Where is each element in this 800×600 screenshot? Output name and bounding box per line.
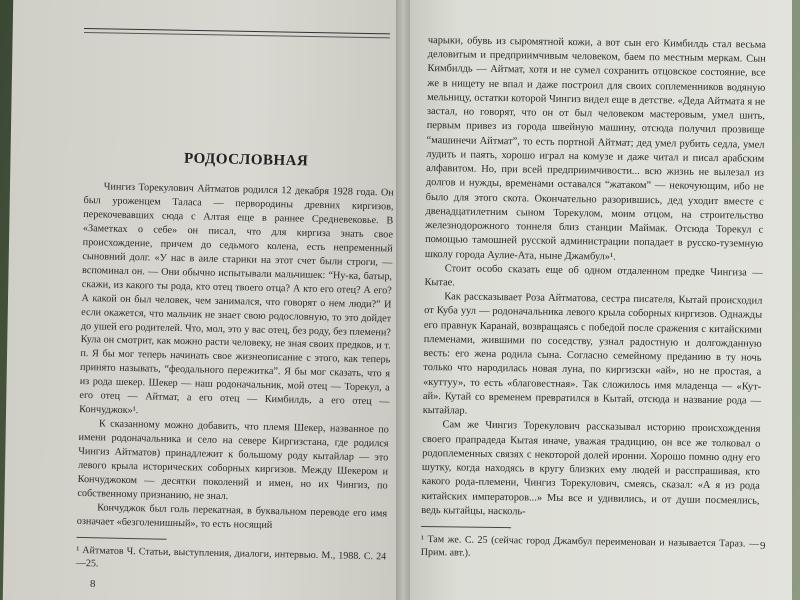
footnote-rule [421, 526, 511, 528]
right-page-text [421, 34, 766, 564]
left-page-text [76, 180, 394, 576]
right-paragraph-4: Сам же Чингиз Торекулович рассказывал историю происхождения своего прапрадеда Кытая иначе, уважая традицию, он все же толковал о родоплеменных связях с некоторой долей иронии. Хорошо помню одну его шутку, когда находясь в кругу близких ему людей и расспрашивая, кто какого рода-племени, Чингиз Торекулович, смеясь, сказал: «А я из рода китайских императоров...» Мы все и удивились, и от души посмеялись, ведь кытайцы, насколь- [421, 419, 761, 518]
right-paragraph-2: Стоит особо сказать еще об одном отдаленном предке Чингиза — Кытае. [424, 263, 763, 289]
page-number-left: 8 [90, 578, 96, 590]
right-paragraph-3: Как рассказывает Роза Айтматова, сестра писателя, Кытай происходил от Куба уул — родоначальника левого крыла соборных киргизов. Однажды его правнук Каранай, возвращаясь с победой после сражения с китайскими племенами, жившими по соседству, узнал радостную и долгожданную весть: его жена родила сына. Согласно семейному преданию в ту ночь только что народилась новая луна, по киргизски «ай», но не простая, а «куттуу», то есть «благовестная». Так сложилось имя младенца — «Кут-ай». Кутай со временем превратился в Кытай, отсюда и название рода — кытайлар. [422, 291, 763, 417]
page-number-right: 9 [760, 540, 766, 552]
book-gutter [396, 0, 410, 600]
left-footnote: ¹ Айтматов Ч. Статьи, выступления, диалоги, интервью. М., 1988. С. 24—25. [75, 544, 387, 570]
left-paragraph-3: Кончуджок был голь перекатная, в буквальном переводе его имя означает «безголенишный», то есть носящий [76, 502, 388, 531]
chapter-title: РОДОСЛОВНАЯ [183, 150, 309, 170]
right-paragraph-1: чарыки, обувь из сыромятной кожи, а вот сын его Кимбилдь стал весьма деловитым и предприимчивым человеком, баем по местным меркам. Сын Кимбилдь — Айтмат, хотя и не сумел сохранить отцовское состояние, все же в нищету не впал и даже построил для своих соплеменников водяную мельницу, остатки которой Чингиз видел еще в детстве. «Деда Айтмата я не застал, но говорят, что он от был человеком мастеровым, умел шить, первым привез из города швейную машину, отсюда получил прозвище “машинечи Айтмат”, то есть портной Айтмат; дед умел рубить седла, умел лудить и паять, хорошо играл на комузе и даже читал и писал арабским алфавитом. Но, при всей предприимчивости... всю жизнь не вылезал из долгов и нужды, временами оставался “жатаком” — некочующим, ибо не было для этого скота. Окончательно разорившись, дед уходит вместе с двенадцатилетним сыном Торекулом, моим отцом, на строительство железнодорожного тоннеля близ станции Маймак. Отсюда Торекул с помощью тамошней русской администрации попадает в русско-туземную школу города Аулие-Ата, ныне Джамбул»¹. [424, 34, 766, 263]
right-footnote: ¹ Там же. С. 25 (сейчас город Джамбул переименован и называется Тараз. — Прим. авт.). [420, 533, 759, 559]
left-paragraph-1: Чингиз Торекулович Айтматов родился 12 декабря 1928 года. Он был уроженцем Таласа — первородины древних киргизов, перекочевавших сюда с Алтая еще в раннее Средневековье. В «Заметках о себе» он писал, что для киргиза знать свое происхождение, причем до седьмого колена, есть непременный сыновний долг. «У нас в аиле старики на этот счет были строги, — вспоминал он. — Они обычно испытывали мальчишек: “Ну-ка, батыр, скажи, из какого ты рода, кто отец твоего отца? А кто его отец? А его? А какой он был человек, чем занимался, что говорят о нем люди?” И если окажется, что мальчик не знает свою родословную, то это дойдет до ушей его родителей. Что, мол, это у вас отец, без роду, без племени? Кула он смотрит, как можно расти человеку, не зная своих предков, и т. п. Я бы мог теперь начинать свое жизнеописание с этого, как теперь принято называть, “феодального пережитка”. Я бы мог сказать, что я из рода шекер. Шекер — наш родоначальник, мой отец — Торекул, а его отец — Айтмат, а его отец — Кимбилдь, а его отец — Кончуджок»¹. [79, 181, 394, 417]
left-paragraph-2: К сказанному можно добавить, что племя Шекер, названное по имени родоначальника и село на севере Киргизстана, где родился Чингиз Айтматов) принадлежит к большому роду кытайлар — это левого крыла исторических соборных киргизов. Между Шекером и Кончуджоком — десятки поколений и имен, но их Чингиз, по собственному признанию, не знал. [77, 418, 389, 503]
footnote-rule [77, 537, 167, 540]
